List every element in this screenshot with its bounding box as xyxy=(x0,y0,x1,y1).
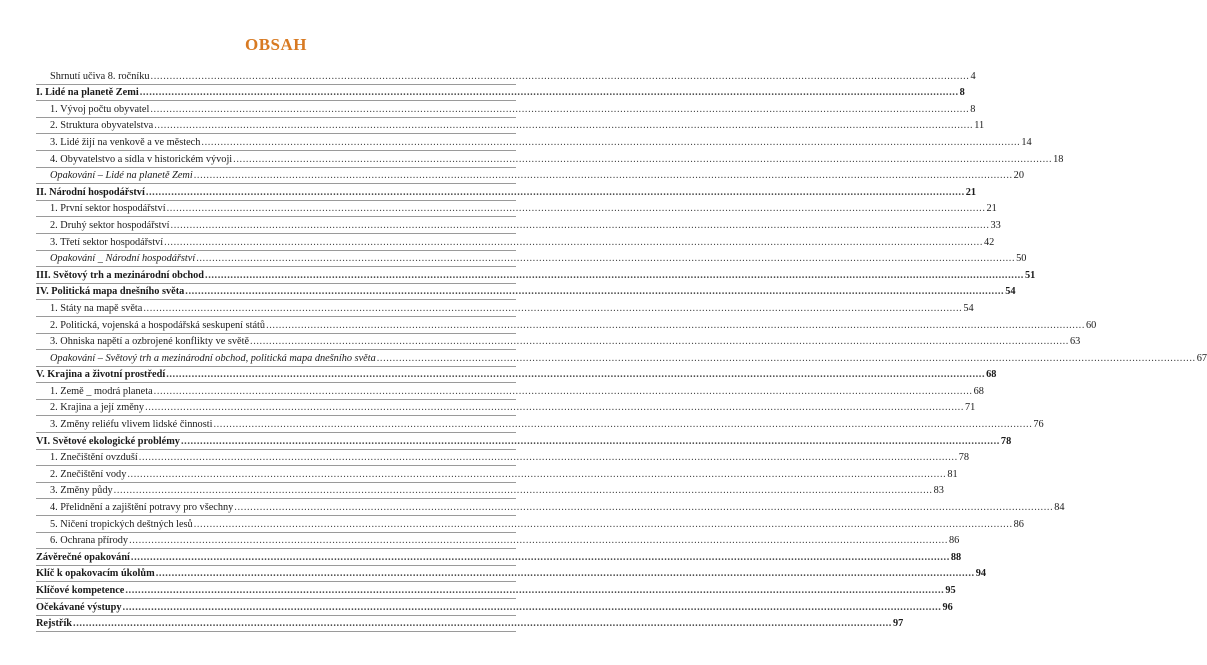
dot-leader xyxy=(234,502,1053,515)
toc-entry-page-number: 95 xyxy=(945,585,956,596)
toc-entry[interactable] xyxy=(36,367,997,384)
dot-leader xyxy=(125,585,944,598)
toc-entry[interactable] xyxy=(36,400,976,417)
toc-entry-page-number: 76 xyxy=(1033,419,1044,431)
toc-entry[interactable] xyxy=(36,134,1032,151)
toc-entry-label: 1. První sektor hospodářství xyxy=(50,203,166,215)
dot-leader xyxy=(201,137,1020,150)
toc-entry-label: Klíč k opakovacím úkolům xyxy=(36,568,155,580)
toc-entry-label: 3. Ohniska napětí a ozbrojené konflikty ve světě xyxy=(50,336,250,348)
toc-entry-page-number: 67 xyxy=(1196,352,1207,364)
dot-leader xyxy=(185,286,1004,299)
dot-leader xyxy=(114,485,933,498)
dot-leader xyxy=(127,469,946,482)
toc-entry-label: 1. Znečištění ovzduší xyxy=(50,452,138,464)
toc-entry-page-number: 33 xyxy=(990,219,1001,231)
toc-entry-label: III. Světový trh a mezinárodní obchod xyxy=(36,269,205,281)
toc-entry[interactable] xyxy=(36,300,974,317)
toc-entry-label: 2. Struktura obyvatelstva xyxy=(50,120,154,132)
toc-entry[interactable] xyxy=(36,234,995,251)
toc-entry-page-number: 86 xyxy=(1013,518,1024,530)
dot-leader xyxy=(171,220,990,233)
toc-entry-label: Shrnutí učiva 8. ročníku xyxy=(50,70,150,82)
toc-entry-page-number: 84 xyxy=(1054,502,1065,514)
toc-entry-label: 6. Ochrana přírody xyxy=(50,535,129,547)
toc-entry[interactable] xyxy=(36,450,970,467)
toc-entry-page-number: 20 xyxy=(1013,170,1024,182)
toc-entry[interactable] xyxy=(36,566,986,583)
toc-entry-label: Klíčové kompetence xyxy=(36,585,125,596)
toc-entry-label: II. Národní hospodářství xyxy=(36,186,145,198)
dot-leader xyxy=(213,419,1032,432)
toc-entry[interactable] xyxy=(36,499,1065,516)
dot-leader xyxy=(129,535,948,548)
toc-entry-label: I. Lidé na planetě Zemi xyxy=(36,87,139,99)
toc-entry-label: 1. Vývoj počtu obyvatel xyxy=(50,103,150,115)
toc-entry-page-number: 83 xyxy=(933,485,944,497)
toc-entry-label: Opakování – Světový trh a mezinárodní obchod, politická mapa dnešního světa xyxy=(50,352,376,364)
toc-entry-page-number: 8 xyxy=(959,87,965,99)
dot-leader xyxy=(143,303,962,316)
dot-leader xyxy=(145,402,964,415)
toc-entry-page-number: 18 xyxy=(1053,153,1064,165)
toc-entry-page-number: 68 xyxy=(973,385,984,397)
toc-entry-page-number: 51 xyxy=(1024,269,1036,281)
toc-entry-label: 2. Druhý sektor hospodářství xyxy=(50,219,170,231)
toc-list xyxy=(36,68,1207,632)
toc-entry[interactable] xyxy=(36,483,944,500)
dot-leader xyxy=(151,71,970,84)
toc-entry[interactable] xyxy=(36,466,958,483)
dot-leader xyxy=(194,519,1013,532)
toc-entry[interactable] xyxy=(36,251,1027,268)
toc-entry-page-number: 60 xyxy=(1086,319,1097,331)
toc-entry-page-number: 86 xyxy=(949,535,960,547)
toc-entry[interactable] xyxy=(36,433,1012,450)
toc-entry-page-number: 88 xyxy=(950,551,962,563)
toc-entry-page-number: 81 xyxy=(947,468,958,480)
dot-leader xyxy=(166,369,985,382)
toc-entry[interactable] xyxy=(36,616,904,633)
toc-entry-label: Opakování _ Národní hospodářství xyxy=(50,253,196,265)
toc-entry-label: 3. Změny reliéfu vlivem lidské činnosti xyxy=(50,419,213,431)
dot-leader xyxy=(266,320,1085,333)
dot-leader xyxy=(154,386,973,399)
toc-entry[interactable] xyxy=(36,217,1001,234)
toc-entry-page-number: 8 xyxy=(970,103,976,115)
toc-entry-page-number: 96 xyxy=(942,601,953,613)
toc-entry[interactable] xyxy=(36,383,984,400)
dot-leader xyxy=(164,237,983,250)
toc-entry-label: Rejstřík xyxy=(36,618,73,630)
toc-entry[interactable] xyxy=(36,334,1081,351)
toc-entry[interactable] xyxy=(36,184,977,201)
toc-entry[interactable] xyxy=(36,549,962,566)
toc-entry-label: 4. Přelidnění a zajištění potravy pro všechny xyxy=(50,502,234,514)
toc-entry[interactable] xyxy=(36,85,965,102)
toc-entry-page-number: 68 xyxy=(986,369,997,381)
toc-entry-label: 2. Znečištění vody xyxy=(50,468,127,480)
toc-entry[interactable] xyxy=(36,168,1024,185)
toc-entry-page-number: 11 xyxy=(974,120,985,132)
toc-entry[interactable] xyxy=(36,118,985,135)
toc-entry[interactable] xyxy=(36,516,1024,533)
toc-entry-page-number: 50 xyxy=(1016,253,1027,265)
toc-entry-label: 4. Obyvatelstvo a sídla v historickém vývoji xyxy=(50,153,233,165)
toc-entry[interactable] xyxy=(36,599,953,616)
toc-entry-label: 1. Země _ modrá planeta xyxy=(50,385,153,397)
toc-entry-page-number: 21 xyxy=(986,203,997,215)
toc-entry-label: 3. Třetí sektor hospodářství xyxy=(50,236,164,248)
toc-entry[interactable] xyxy=(36,201,997,218)
dot-leader xyxy=(131,552,950,565)
toc-entry-label: 3. Změny půdy xyxy=(50,485,113,497)
toc-entry-label: 3. Lidé žijí na venkově a ve městech xyxy=(50,136,201,148)
dot-leader xyxy=(154,120,973,133)
toc-entry-page-number: 54 xyxy=(1005,286,1016,298)
toc-entry-page-number: 21 xyxy=(965,186,977,198)
toc-entry-label: Závěrečné opakování xyxy=(36,551,130,563)
dot-leader xyxy=(146,187,965,200)
toc-entry[interactable] xyxy=(36,151,1064,168)
toc-entry-page-number: 14 xyxy=(1021,136,1032,148)
dot-leader xyxy=(156,568,975,581)
toc-entry-page-number: 54 xyxy=(963,302,974,314)
toc-entry-page-number: 42 xyxy=(984,236,995,248)
dot-leader xyxy=(150,104,969,117)
toc-entry-label: Očekávané výstupy xyxy=(36,601,122,613)
toc-entry[interactable] xyxy=(36,101,976,118)
toc-entry-page-number: 4 xyxy=(970,70,976,82)
toc-entry-page-number: 97 xyxy=(892,618,904,630)
dot-leader xyxy=(377,353,1196,366)
toc-title: OBSAH xyxy=(244,35,308,54)
dot-leader xyxy=(250,336,1069,349)
toc-entry[interactable] xyxy=(36,267,1036,284)
toc-entry-label: IV. Politická mapa dnešního světa xyxy=(36,286,185,298)
dot-leader xyxy=(167,203,986,216)
toc-entry[interactable] xyxy=(36,350,1207,367)
toc-entry-label: 2. Krajina a její změny xyxy=(50,402,145,414)
dot-leader xyxy=(139,452,958,465)
toc-entry[interactable] xyxy=(36,416,1044,433)
toc-entry-label: 2. Politická, vojenská a hospodářská seskupení států xyxy=(50,319,266,331)
dot-leader xyxy=(233,154,1052,167)
toc-entry[interactable] xyxy=(36,284,1016,301)
dot-leader xyxy=(123,602,942,615)
toc-entry[interactable] xyxy=(36,317,1097,334)
toc-entry-page-number: 94 xyxy=(975,568,986,580)
dot-leader xyxy=(196,253,1015,266)
dot-leader xyxy=(205,270,1024,283)
toc-entry-label: 1. Státy na mapě světa xyxy=(50,302,143,314)
dot-leader xyxy=(181,436,1000,449)
toc-entry-page-number: 78 xyxy=(958,452,970,464)
toc-entry-label: 5. Ničení tropických deštných lesů xyxy=(50,518,193,530)
toc-entry[interactable] xyxy=(36,582,956,599)
toc-entry[interactable] xyxy=(36,68,976,85)
dot-leader xyxy=(73,618,892,631)
dot-leader xyxy=(140,87,959,100)
toc-entry-page-number: 63 xyxy=(1069,336,1081,348)
toc-entry-page-number: 78 xyxy=(1000,435,1012,447)
toc-entry[interactable] xyxy=(36,533,960,550)
toc-entry-label: V. Krajina a životní prostředí xyxy=(36,369,166,381)
toc-entry-label: Opakování – Lidé na planetě Zemi xyxy=(50,170,193,182)
dot-leader xyxy=(194,170,1013,183)
toc-entry-label: VI. Světové ekologické problémy xyxy=(36,435,180,447)
toc-entry-page-number: 71 xyxy=(965,402,976,414)
